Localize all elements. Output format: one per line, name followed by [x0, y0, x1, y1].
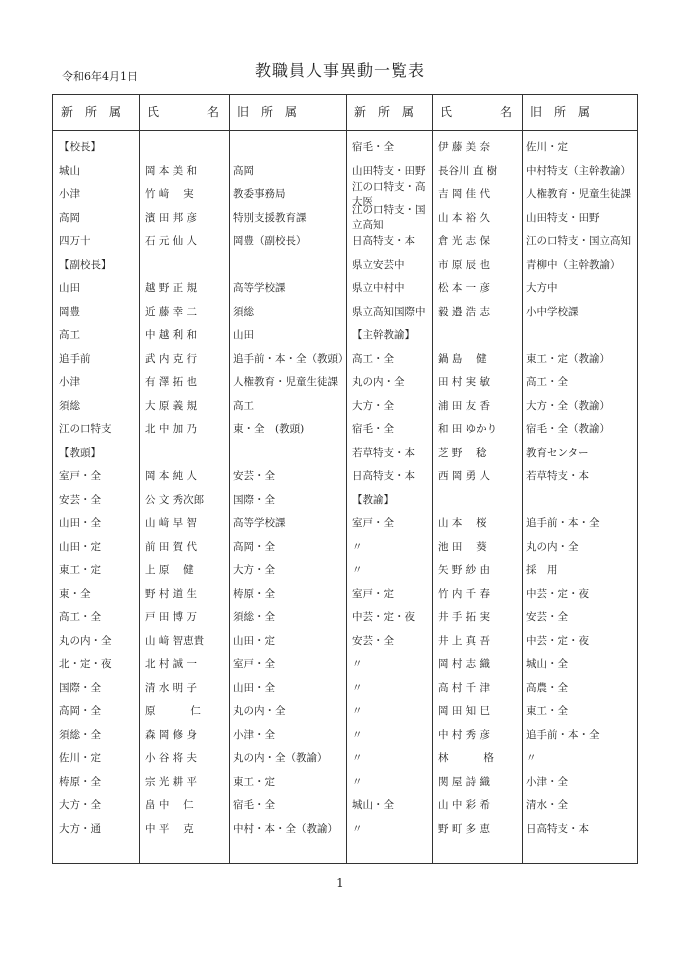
- person-name: 山 﨑 早 智: [145, 517, 198, 530]
- new-affiliation: 江の口特支: [59, 423, 112, 436]
- old-affiliation: 〃: [526, 752, 537, 765]
- new-affiliation: 〃: [352, 681, 363, 694]
- new-affiliation: 丸の内・全: [352, 376, 405, 389]
- table-row: [53, 746, 346, 770]
- old-affiliation: 中村特支（主幹教諭）: [526, 164, 631, 177]
- person-name: 倉 光 志 保: [438, 235, 491, 248]
- person-name: 山 本 桜: [438, 517, 487, 530]
- table-row: [53, 347, 349, 371]
- table-row: [53, 206, 346, 230]
- table-row: [53, 770, 346, 794]
- table-row: [346, 699, 639, 723]
- new-affiliation: 高工・全: [352, 352, 394, 365]
- transfer-table: [52, 94, 638, 864]
- table-row: [53, 370, 346, 394]
- new-affiliation: 県立安芸中: [352, 258, 405, 271]
- person-name: 戸 田 博 万: [145, 611, 198, 624]
- old-affiliation: 清水・全: [526, 799, 568, 812]
- old-affiliation: 高岡: [233, 164, 254, 177]
- old-affiliation: 日高特支・本: [526, 822, 589, 835]
- person-name: 浦 田 友 香: [438, 399, 491, 412]
- left-column-group: [53, 135, 349, 863]
- person-name: 山 中 彩 希: [438, 799, 491, 812]
- person-name: 宗 光 耕 平: [145, 775, 198, 788]
- person-name: 岡 村 志 織: [438, 658, 491, 671]
- old-affiliation: 特別支援教育課: [233, 211, 307, 224]
- new-affiliation: 大方・全: [59, 799, 101, 812]
- new-affiliation: 国際・全: [59, 681, 101, 694]
- table-row: [53, 417, 346, 441]
- table-row: [53, 629, 346, 653]
- old-affiliation: 高等学校課: [233, 517, 286, 530]
- new-affiliation: 北・定・夜: [59, 658, 112, 671]
- new-affiliation: 〃: [352, 658, 363, 671]
- table-row: [53, 699, 346, 723]
- old-affiliation: 東工・定（教諭）: [526, 352, 610, 365]
- table-row: [53, 488, 346, 512]
- old-affiliation: 梼原・全: [233, 587, 275, 600]
- section-heading: [53, 441, 346, 465]
- section-heading: [53, 253, 346, 277]
- table-row: [53, 323, 346, 347]
- table-header: [53, 95, 637, 131]
- old-affiliation: 青柳中（主幹教諭）: [526, 258, 621, 271]
- person-name: 有 澤 拓 也: [145, 376, 198, 389]
- new-affiliation: 宿毛・全: [352, 141, 394, 154]
- section-heading: [346, 488, 639, 512]
- section-label: 【副校長】: [59, 258, 112, 271]
- old-affiliation: 山田特支・田野: [526, 211, 600, 224]
- table-row: [346, 370, 639, 394]
- new-affiliation: 丸の内・全: [59, 634, 112, 647]
- table-row: [346, 558, 639, 582]
- table-row: [346, 723, 639, 747]
- person-name: 清 水 明 子: [145, 681, 198, 694]
- old-affiliation: 高岡・全: [233, 540, 275, 553]
- person-name: 森 岡 修 身: [145, 728, 198, 741]
- table-row: [53, 159, 346, 183]
- person-name: 野 町 多 恵: [438, 822, 491, 835]
- old-affiliation: 須総: [233, 305, 254, 318]
- old-affiliation: 高工: [233, 399, 254, 412]
- table-row: [346, 347, 639, 371]
- person-name: 関 屋 詩 織: [438, 775, 491, 788]
- new-affiliation: 山田: [59, 282, 80, 295]
- page-title: 教職員人事異動一覧表: [254, 61, 425, 80]
- new-affiliation: 県立高知国際中: [352, 305, 426, 318]
- person-name: 井 上 真 吾: [438, 634, 491, 647]
- old-affiliation: 丸の内・全: [233, 705, 286, 718]
- table-row: [346, 770, 639, 794]
- old-affiliation: 山田・全: [233, 681, 275, 694]
- new-affiliation: 室戸・定: [352, 587, 394, 600]
- person-name: 竹 内 千 春: [438, 587, 491, 600]
- person-name: 濱 田 邦 彦: [145, 211, 198, 224]
- person-name: 上 原 健: [145, 564, 194, 577]
- person-name: 原 仁: [145, 705, 201, 718]
- old-affiliation: 大方・全: [233, 564, 275, 577]
- person-name: 中 越 利 和: [145, 329, 198, 342]
- table-row: [53, 793, 346, 817]
- old-affiliation: 安芸・全: [233, 470, 275, 483]
- old-affiliation: 教委事務局: [233, 188, 286, 201]
- new-affiliation: 須総: [59, 399, 80, 412]
- old-affiliation: 山田: [233, 329, 254, 342]
- column-header: 新 所 属: [61, 105, 122, 119]
- table-row: [53, 605, 346, 629]
- new-affiliation: 須総・全: [59, 728, 101, 741]
- table-row: [53, 229, 346, 253]
- new-affiliation: 日高特支・本: [352, 235, 415, 248]
- old-affiliation: 小津・全: [526, 775, 568, 788]
- old-affiliation: 東工・定: [233, 775, 275, 788]
- table-row: [346, 253, 639, 277]
- person-name: 中 平 克: [145, 822, 194, 835]
- new-affiliation: 大方・全: [352, 399, 394, 412]
- table-row: [346, 676, 639, 700]
- old-affiliation: 追手前・本・全: [526, 728, 600, 741]
- new-affiliation: 山田特支・田野: [352, 164, 426, 177]
- old-affiliation: 江の口特支・国立高知: [526, 235, 631, 248]
- table-row: [53, 723, 346, 747]
- table-row: [53, 394, 346, 418]
- new-affiliation: 日高特支・本: [352, 470, 415, 483]
- person-name: 高 村 千 津: [438, 681, 491, 694]
- old-affiliation: 宿毛・全（教諭）: [526, 423, 610, 436]
- person-name: 鍋 島 健: [438, 352, 487, 365]
- table-row: [346, 652, 639, 676]
- old-affiliation: 須総・全: [233, 611, 275, 624]
- table-row: [53, 582, 346, 606]
- new-affiliation: 東・全: [59, 587, 91, 600]
- old-affiliation: 追手前・本・全（教頭）: [233, 352, 349, 365]
- new-affiliation: 小津: [59, 376, 80, 389]
- old-affiliation: 佐川・定: [526, 141, 568, 154]
- old-affiliation: 大方・全（教諭）: [526, 399, 610, 412]
- person-name: 畠 中 仁: [145, 799, 194, 812]
- new-affiliation: 高岡: [59, 211, 80, 224]
- new-affiliation: 梼原・全: [59, 775, 101, 788]
- old-affiliation: 中芸・定・夜: [526, 587, 589, 600]
- new-affiliation: 〃: [352, 705, 363, 718]
- old-affiliation: 宿毛・全: [233, 799, 275, 812]
- person-name: 伊 藤 美 奈: [438, 141, 491, 154]
- table-row: [53, 511, 346, 535]
- person-name: 西 岡 勇 人: [438, 470, 491, 483]
- person-name: 北 中 加 乃: [145, 423, 198, 436]
- person-name: 越 野 正 規: [145, 282, 198, 295]
- table-row: [346, 746, 639, 770]
- new-affiliation: 高工・全: [59, 611, 101, 624]
- old-affiliation: 中村・本・全（教諭）: [233, 822, 338, 835]
- old-affiliation: 安芸・全: [526, 611, 568, 624]
- old-affiliation: 丸の内・全（教諭）: [233, 752, 328, 765]
- new-affiliation: 室戸・全: [59, 470, 101, 483]
- old-affiliation: 小津・全: [233, 728, 275, 741]
- new-affiliation: 大方・通: [59, 822, 101, 835]
- old-affiliation: 人権教育・児童生徒課: [526, 188, 631, 201]
- new-affiliation: 〃: [352, 564, 363, 577]
- new-affiliation: 〃: [352, 728, 363, 741]
- new-affiliation: 江の口特支・高大医: [352, 180, 426, 208]
- new-affiliation: 山田・全: [59, 517, 101, 530]
- page-number: 1: [336, 876, 344, 890]
- person-name: 野 村 道 生: [145, 587, 198, 600]
- person-name: 井 手 拓 実: [438, 611, 491, 624]
- new-affiliation: 佐川・定: [59, 752, 101, 765]
- new-affiliation: 小津: [59, 188, 80, 201]
- table-row: [346, 441, 639, 465]
- table-row: [346, 206, 639, 230]
- person-name: 中 村 秀 彦: [438, 728, 491, 741]
- person-name: 武 内 克 行: [145, 352, 198, 365]
- table-row: [346, 464, 639, 488]
- section-label: 【教諭】: [352, 493, 394, 506]
- new-affiliation: 江の口特支・国立高知: [352, 204, 426, 232]
- table-row: [53, 464, 346, 488]
- old-affiliation: 高工・全: [526, 376, 568, 389]
- table-row: [346, 817, 639, 841]
- person-name: 竹 﨑 実: [145, 188, 194, 201]
- section-heading: [53, 135, 346, 159]
- new-affiliation: 宿毛・全: [352, 423, 394, 436]
- old-affiliation: 教育センター: [526, 446, 589, 459]
- person-name: 芝 野 稔: [438, 446, 487, 459]
- old-affiliation: 中芸・定・夜: [526, 634, 589, 647]
- old-affiliation: 高農・全: [526, 681, 568, 694]
- table-row: [346, 417, 639, 441]
- person-name: 田 村 実 敏: [438, 376, 491, 389]
- new-affiliation: 〃: [352, 775, 363, 788]
- table-row: [53, 535, 346, 559]
- column-header: 氏 名: [440, 105, 513, 119]
- old-affiliation: 山田・定: [233, 634, 275, 647]
- new-affiliation: 山田・定: [59, 540, 101, 553]
- person-name: 長谷川 直 樹: [438, 164, 498, 177]
- new-affiliation: 四万十: [59, 235, 91, 248]
- section-heading: [346, 323, 639, 347]
- old-affiliation: 岡豊（副校長）: [233, 235, 307, 248]
- new-affiliation: 高工: [59, 329, 80, 342]
- table-row: [346, 793, 639, 817]
- person-name: 岡 本 純 人: [145, 470, 198, 483]
- old-affiliation: 人権教育・児童生徒課: [233, 376, 338, 389]
- person-name: 吉 岡 佳 代: [438, 188, 491, 201]
- person-name: 岡 本 美 和: [145, 164, 198, 177]
- old-affiliation: 丸の内・全: [526, 540, 579, 553]
- person-name: 市 原 辰 也: [438, 258, 491, 271]
- old-affiliation: 採 用: [526, 564, 558, 577]
- new-affiliation: 城山・全: [352, 799, 394, 812]
- section-label: 【主幹教諭】: [352, 329, 415, 342]
- old-affiliation: 城山・全: [526, 658, 568, 671]
- person-name: 近 藤 幸 二: [145, 305, 198, 318]
- table-row: [53, 182, 346, 206]
- table-row: [53, 558, 346, 582]
- person-name: 毅 邉 浩 志: [438, 305, 491, 318]
- new-affiliation: 東工・定: [59, 564, 101, 577]
- table-row: [346, 135, 639, 159]
- new-affiliation: 安芸・全: [59, 493, 101, 506]
- new-affiliation: 安芸・全: [352, 634, 394, 647]
- section-label: 【教頭】: [59, 446, 101, 459]
- table-row: [346, 276, 639, 300]
- old-affiliation: 高等学校課: [233, 282, 286, 295]
- new-affiliation: 高岡・全: [59, 705, 101, 718]
- old-affiliation: 東工・全: [526, 705, 568, 718]
- table-row: [346, 300, 639, 324]
- table-row: [346, 605, 639, 629]
- old-affiliation: 東・全 (教頭): [233, 423, 305, 436]
- person-name: 池 田 葵: [438, 540, 487, 553]
- person-name: 大 原 義 規: [145, 399, 198, 412]
- person-name: 北 村 誠 一: [145, 658, 198, 671]
- person-name: 和 田 ゆかり: [438, 423, 498, 436]
- table-row: [53, 652, 346, 676]
- section-label: 【校長】: [59, 141, 101, 154]
- new-affiliation: 室戸・全: [352, 517, 394, 530]
- person-name: 山 本 裕 久: [438, 211, 491, 224]
- column-header: 旧 所 属: [237, 105, 298, 119]
- table-row: [346, 629, 639, 653]
- old-affiliation: 室戸・全: [233, 658, 275, 671]
- new-affiliation: 〃: [352, 752, 363, 765]
- person-name: 岡 田 知 巳: [438, 705, 491, 718]
- new-affiliation: 城山: [59, 164, 80, 177]
- table-row: [346, 511, 639, 535]
- new-affiliation: 若草特支・本: [352, 446, 415, 459]
- table-row: [346, 394, 639, 418]
- new-affiliation: 中芸・定・夜: [352, 611, 415, 624]
- new-affiliation: 〃: [352, 540, 363, 553]
- table-row: [346, 229, 639, 253]
- new-affiliation: 〃: [352, 822, 363, 835]
- new-affiliation: 岡豊: [59, 305, 80, 318]
- person-name: 前 田 賀 代: [145, 540, 198, 553]
- person-name: 松 本 一 彦: [438, 282, 491, 295]
- person-name: 小 谷 将 夫: [145, 752, 198, 765]
- person-name: 矢 野 紗 由: [438, 564, 491, 577]
- right-column-group: [346, 135, 639, 863]
- old-affiliation: 国際・全: [233, 493, 275, 506]
- old-affiliation: 若草特支・本: [526, 470, 589, 483]
- table-row: [53, 817, 346, 841]
- person-name: 山 﨑 智恵貴: [145, 634, 205, 647]
- column-header: 新 所 属: [354, 105, 415, 119]
- table-row: [346, 582, 639, 606]
- table-row: [53, 676, 346, 700]
- person-name: 林 格: [438, 752, 494, 765]
- table-row: [53, 300, 346, 324]
- issue-date: 令和6年4月1日: [62, 70, 138, 83]
- table-row: [346, 535, 639, 559]
- new-affiliation: 県立中村中: [352, 282, 405, 295]
- old-affiliation: 大方中: [526, 282, 558, 295]
- new-affiliation: 追手前: [59, 352, 91, 365]
- table-row: [53, 276, 346, 300]
- old-affiliation: 追手前・本・全: [526, 517, 600, 530]
- column-header: 氏 名: [147, 105, 220, 119]
- column-header: 旧 所 属: [530, 105, 591, 119]
- old-affiliation: 小中学校課: [526, 305, 579, 318]
- person-name: 石 元 仙 人: [145, 235, 198, 248]
- person-name: 公 文 秀次郎: [145, 493, 205, 506]
